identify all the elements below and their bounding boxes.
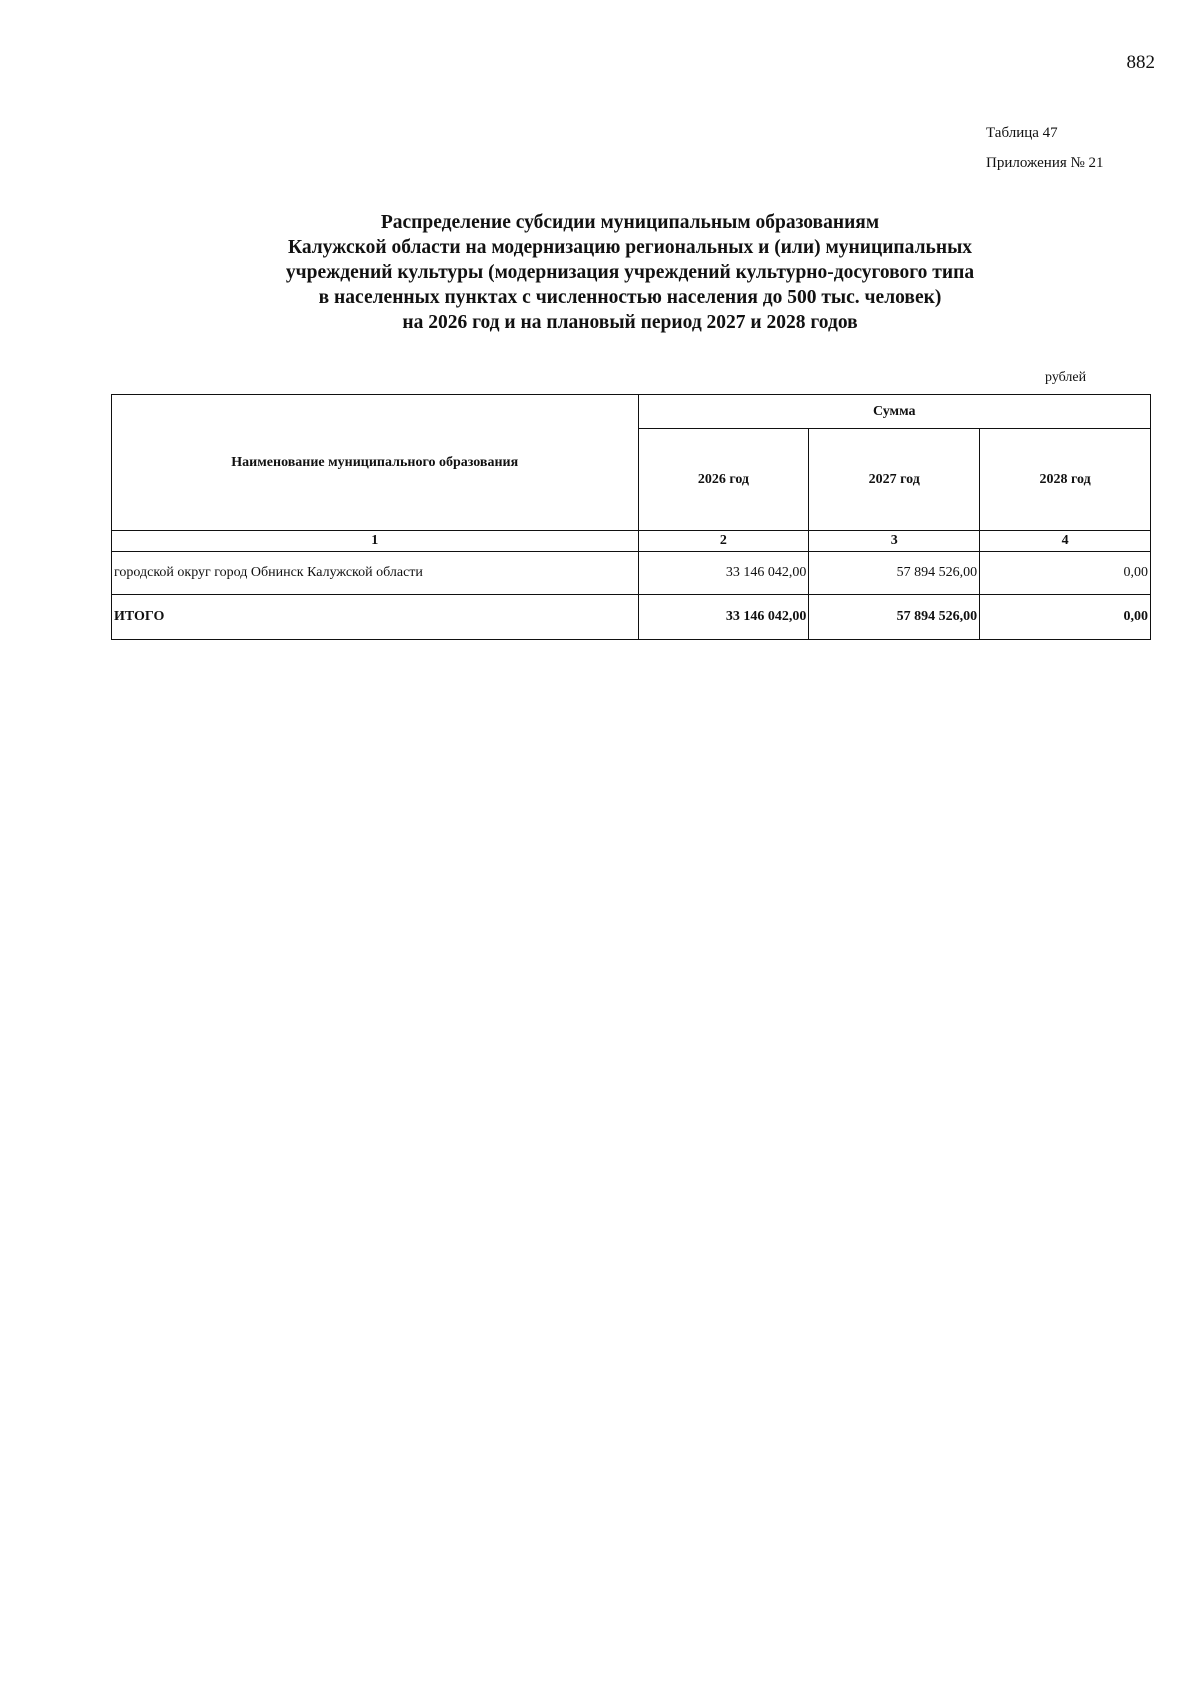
header-sum: Сумма (638, 395, 1150, 429)
total-row (112, 595, 1151, 640)
table-number: Таблица 47 (986, 125, 1058, 141)
appendix-number: Приложения № 21 (986, 155, 1104, 171)
table-row (112, 552, 1151, 595)
header-municipality: Наименование муниципального образования (112, 395, 639, 531)
title-line: на 2026 год и на плановый период 2027 и 2028 годов (402, 312, 858, 333)
total-label: ИТОГО (112, 595, 639, 640)
table-reference (986, 118, 1104, 178)
amount-2028: 0,00 (980, 552, 1151, 595)
header-year: 2028 год (980, 429, 1151, 531)
subsidy-table (111, 394, 1151, 640)
column-number: 1 (112, 531, 639, 552)
page-number: 882 (1126, 52, 1155, 73)
column-number: 4 (980, 531, 1151, 552)
column-number: 3 (809, 531, 980, 552)
units-label: рублей (1045, 370, 1087, 385)
amount-2026: 33 146 042,00 (638, 552, 809, 595)
title-line: в населенных пунктах с численностью населения до 500 тыс. человек) (318, 287, 942, 308)
total-2027: 57 894 526,00 (809, 595, 980, 640)
amount-2027: 57 894 526,00 (809, 552, 980, 595)
municipality-name: городской округ город Обнинск Калужской области (112, 552, 639, 595)
header-year: 2026 год (638, 429, 809, 531)
table-header-row (112, 395, 1151, 429)
title-line: Калужской области на модернизацию региональных и (или) муниципальных (287, 237, 973, 258)
title-line: Распределение субсидии муниципальным образованиям (380, 212, 880, 233)
column-number-row (112, 531, 1151, 552)
title-line: учреждений культуры (модернизация учреждений культурно-досугового типа (285, 262, 975, 283)
total-2028: 0,00 (980, 595, 1151, 640)
header-year: 2027 год (809, 429, 980, 531)
document-title (100, 210, 1160, 335)
column-number: 2 (638, 531, 809, 552)
total-2026: 33 146 042,00 (638, 595, 809, 640)
